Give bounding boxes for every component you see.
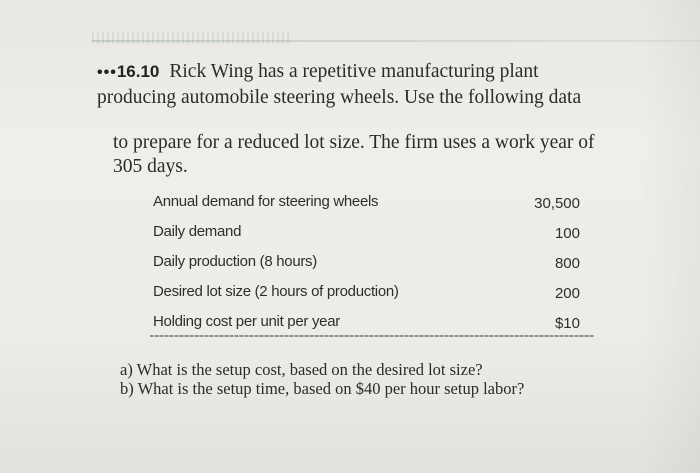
problem-intro xyxy=(97,59,677,110)
row-value-daily-production: 800 xyxy=(554,255,580,272)
row-label-lot-size: Desired lot size (2 hours of production) xyxy=(153,283,399,300)
problem-intro-line-1 xyxy=(97,59,677,85)
problem-text-line-1: Rick Wing has a repetitive manufacturing plant xyxy=(169,61,539,82)
table-row xyxy=(150,190,590,220)
row-value-daily-demand: 100 xyxy=(554,225,580,242)
table-row xyxy=(150,220,590,250)
row-label-daily-production: Daily production (8 hours) xyxy=(153,253,317,270)
row-label-holding-cost: Holding cost per unit per year xyxy=(153,313,340,330)
problem-text-line-3: to prepare for a reduced lot size. The firm uses a work year of xyxy=(113,132,595,153)
row-value-lot-size: 200 xyxy=(554,285,580,302)
page-top-decoration xyxy=(92,32,292,44)
data-table xyxy=(150,190,590,340)
problem-continuation xyxy=(113,131,643,179)
row-value-annual-demand: 30,500 xyxy=(534,195,580,212)
question-list xyxy=(120,360,680,398)
question-b: b) What is the setup time, based on $40 per hour setup labor? xyxy=(120,379,525,398)
table-row xyxy=(150,250,590,280)
row-label-annual-demand: Annual demand for steering wheels xyxy=(153,193,379,210)
question-a: a) What is the setup cost, based on the desired lot size? xyxy=(120,360,483,379)
page-top-rule xyxy=(92,40,700,42)
table-row xyxy=(150,280,590,310)
problem-number: 16.10 xyxy=(116,62,160,81)
difficulty-dots: ••• xyxy=(97,64,117,81)
table-bottom-rule xyxy=(150,335,594,337)
problem-text-line-2: producing automobile steering wheels. Use the following data xyxy=(97,87,582,108)
page-shadow xyxy=(640,0,700,473)
row-label-daily-demand: Daily demand xyxy=(153,223,242,240)
problem-text-line-4: 305 days. xyxy=(113,156,188,177)
row-value-holding-cost: $10 xyxy=(554,315,580,332)
